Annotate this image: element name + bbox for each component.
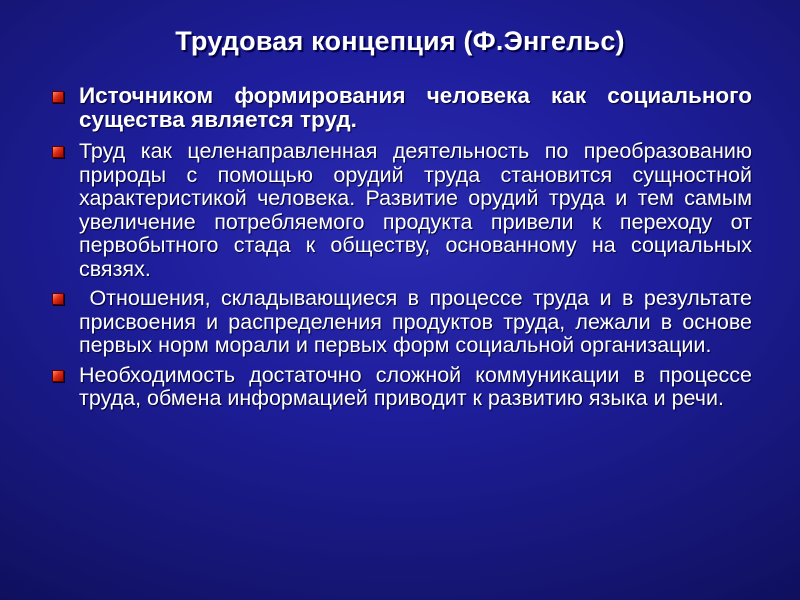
square-bullet-icon [52,146,64,158]
bullet-item [52,84,752,132]
bullet-text: Необходимость достаточно сложной коммуникации в процессе труда, обмена информацией приводит к развитию языка и речи. [79,362,752,410]
slide-title: Трудовая концепция (Ф.Энгельс) [175,26,625,56]
bullet-item [52,286,758,358]
bullet-text: Труд как целенаправленная деятельность по преобразованию природы с помощью орудий труда становится сущностной характеристикой человека. Развитие орудий труда и тем самым увеличение потребляемого продукта привели к переходу от первобытного стада к обществу, основанному на социальных связях. [79,139,752,281]
bullet-text: Источником формирования человека как социального существа является труд. [79,83,752,132]
bullet-item [52,364,752,411]
bullet-text: Отношения, складывающиеся в процессе труда и в результате присвоения и распределения продуктов труда, лежали в основе первых норм морали и первых форм социальной организации. [79,286,758,357]
bullet-list [52,83,758,417]
square-bullet-icon [52,370,64,382]
square-bullet-icon [52,91,64,103]
bullet-item [52,140,752,281]
square-bullet-icon [52,293,64,305]
